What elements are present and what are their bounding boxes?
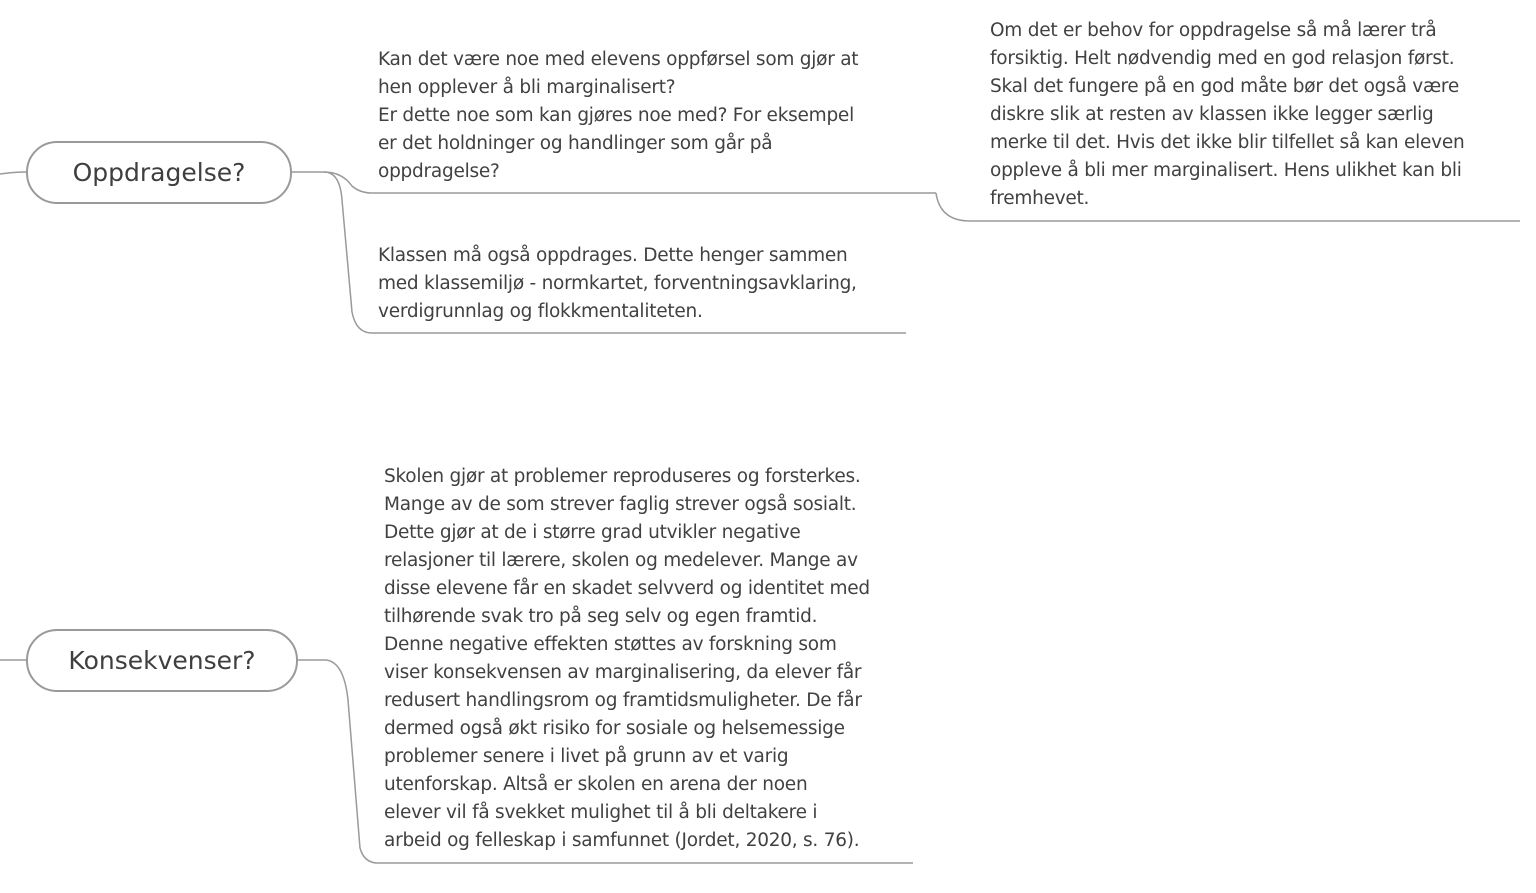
note-line: Skal det fungere på en god måte bør det også være	[990, 76, 1459, 97]
note-line: elever vil få svekket mulighet til å bli deltakere i	[384, 802, 818, 823]
note-line: utenforskap. Altså er skolen en arena der noen	[384, 774, 808, 795]
note-line: dermed også økt risiko for sosiale og helsemessige	[384, 718, 845, 739]
note-line: verdigrunnlag og flokkmentaliteten.	[378, 301, 703, 322]
note-line: forsiktig. Helt nødvendig med en god relasjon først.	[990, 48, 1455, 69]
note-line: Dette gjør at de i større grad utvikler negative	[384, 522, 801, 543]
topic-node-oppdragelse[interactable]: Oppdragelse?	[26, 141, 292, 204]
note-line: Om det er behov for oppdragelse så må lærer trå	[990, 20, 1437, 41]
note-line: Mange av de som strever faglig strever også sosialt.	[384, 494, 857, 515]
note-line: Er dette noe som kan gjøres noe med? For eksempel	[378, 105, 854, 126]
note-line: fremhevet.	[990, 188, 1090, 209]
note-oppdragelse-question[interactable]	[378, 46, 858, 186]
note-klassen-oppdrages[interactable]	[378, 242, 857, 326]
note-line: merke til det. Hvis det ikke blir tilfellet så kan eleven	[990, 132, 1465, 153]
note-line: er det holdninger og handlinger som går på	[378, 133, 773, 154]
topic-node-konsekvenser[interactable]: Konsekvenser?	[26, 629, 298, 692]
note-line: hen opplever å bli marginalisert?	[378, 77, 676, 98]
note-line: relasjoner til lærere, skolen og medelever. Mange av	[384, 550, 858, 571]
note-line: disse elevene får en skadet selvverd og identitet med	[384, 578, 870, 599]
note-line: problemer senere i livet på grunn av et varig	[384, 746, 789, 767]
note-line: oppleve å bli mer marginalisert. Hens ulikhet kan bli	[990, 160, 1462, 181]
note-line: Kan det være noe med elevens oppførsel som gjør at	[378, 49, 859, 70]
note-line: redusert handlingsrom og framtidsmuligheter. De får	[384, 690, 862, 711]
parent-connector-oppdragelse	[0, 172, 26, 174]
note-line: tilhørende svak tro på seg selv og egen framtid.	[384, 606, 818, 627]
note-line: Denne negative effekten støttes av forskning som	[384, 634, 837, 655]
note-line: oppdragelse?	[378, 161, 500, 182]
note-line: arbeid og felleskap i samfunnet (Jordet, 2020, s. 76).	[384, 830, 860, 851]
note-behov-for-oppdragelse[interactable]	[990, 17, 1464, 213]
note-line: Skolen gjør at problemer reproduseres og forsterkes.	[384, 466, 861, 487]
note-line: diskre slik at resten av klassen ikke legger særlig	[990, 104, 1434, 125]
note-line: viser konsekvensen av marginalisering, da elever får	[384, 662, 862, 683]
note-konsekvenser[interactable]	[384, 463, 870, 855]
note-line: Klassen må også oppdrages. Dette henger sammen	[378, 245, 848, 266]
note-line: med klassemiljø - normkartet, forventningsavklaring,	[378, 273, 857, 294]
